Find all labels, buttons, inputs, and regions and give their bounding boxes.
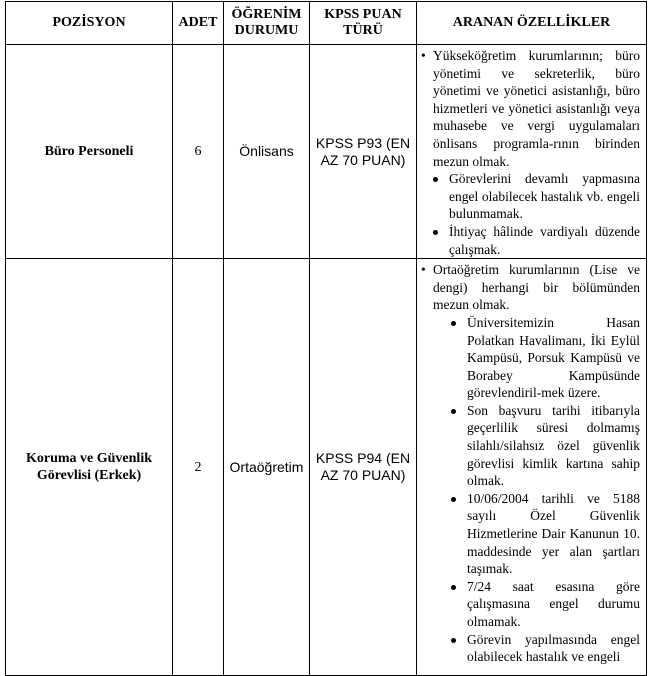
requirement-item bbox=[421, 261, 640, 314]
education-cell: Ortaöğretim bbox=[224, 259, 310, 676]
bullet-marker: • bbox=[421, 262, 426, 278]
requirement-text: 7/24 saat esasına göre çalışmasına engel durumu olmamak. bbox=[467, 578, 640, 629]
requirement-text: Görevin yapılmasında engel olabilecek hastalık ve engeli bbox=[467, 631, 640, 665]
requirement-item bbox=[421, 47, 640, 170]
requirements-cell bbox=[417, 259, 647, 676]
header-position: POZİSYON bbox=[6, 2, 173, 45]
table-row bbox=[6, 45, 647, 259]
bullet-dot bbox=[433, 230, 438, 235]
requirement-text: Ortaöğretim kurumlarının (Lise ve dengi) herhangi bir bölümünden mezun olmak. bbox=[433, 262, 640, 313]
requirement-text: 10/06/2004 tarihli ve 5188 sayılı Özel Güvenlik Hizmetlerine Dair Kanunun 10. maddesinde yer alan şartları taşımak. bbox=[467, 490, 640, 577]
list-item bbox=[421, 223, 640, 258]
bullet-dot bbox=[433, 177, 438, 182]
header-kpss: KPSS PUAN TÜRÜ bbox=[310, 2, 417, 45]
requirement-list bbox=[421, 314, 640, 666]
position-cell: Büro Personeli bbox=[6, 45, 173, 259]
education-cell: Önlisans bbox=[224, 45, 310, 259]
bullet-marker: • bbox=[421, 48, 426, 63]
requirements-cell bbox=[417, 45, 647, 259]
requirement-text: Üniversitemizin Hasan Polatkan Havalimanı, İki Eylül Kampüsü, Porsuk Kampüsü ve Borabey Kampüsünde görevlendiril-mek üzere. bbox=[467, 314, 640, 401]
positions-table bbox=[5, 1, 647, 676]
list-item bbox=[421, 314, 640, 402]
bullet-dot bbox=[451, 409, 456, 414]
table-header-row bbox=[6, 2, 647, 45]
position-cell: Koruma ve Güvenlik Görevlisi (Erkek) bbox=[6, 259, 173, 676]
kpss-cell: KPSS P93 (EN AZ 70 PUAN) bbox=[310, 45, 417, 259]
requirement-text: Yükseköğretim kurumlarının; büro yönetimi ve sekreterlik, büro yönetimi ve yönetici asistanlığı, büro hizmetleri ve yönetici asistanlığı veya muhasebe ve vergi uygulamaları önlisans programla-rının birinden mezun olmak. bbox=[433, 48, 640, 169]
bullet-dot bbox=[451, 638, 456, 643]
bullet-dot bbox=[451, 321, 456, 326]
bullet-dot bbox=[451, 497, 456, 502]
header-education: ÖĞRENİM DURUMU bbox=[224, 2, 310, 45]
requirement-text: Görevlerini devamlı yapmasına engel olabilecek hastalık vb. engeli bulunmamak. bbox=[449, 171, 640, 222]
list-item bbox=[421, 578, 640, 631]
requirement-text: İhtiyaç hâlinde vardiyalı düzende çalışmak. bbox=[449, 223, 640, 257]
bullet-dot bbox=[451, 585, 456, 590]
list-item bbox=[421, 402, 640, 490]
table-row bbox=[6, 259, 647, 676]
header-requirements: ARANAN ÖZELLİKLER bbox=[417, 2, 647, 45]
list-item bbox=[421, 170, 640, 223]
requirement-text: Son başvuru tarihi itibarıyla geçerlilik süresi dolmamış silahlı/silahsız özel güvenlik görevlisi kimlik kartına sahip olmak. bbox=[467, 402, 640, 489]
list-item bbox=[421, 490, 640, 578]
list-item bbox=[421, 631, 640, 666]
count-cell: 6 bbox=[173, 45, 224, 259]
count-cell: 2 bbox=[173, 259, 224, 676]
header-count: ADET bbox=[173, 2, 224, 45]
requirement-list bbox=[421, 170, 640, 258]
kpss-cell: KPSS P94 (EN AZ 70 PUAN) bbox=[310, 259, 417, 676]
